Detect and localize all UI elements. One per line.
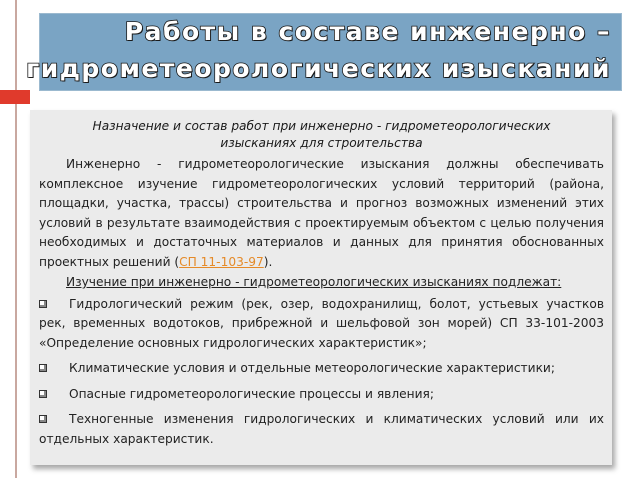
checkbox-bullet-icon: [39, 364, 47, 372]
checkbox-bullet-icon: [39, 415, 47, 423]
study-heading: Изучение при инженерно - гидрометеорологических изысканиях подлежат:: [66, 275, 562, 289]
list-item-hazards: [39, 385, 604, 405]
bullet-text: Опасные гидрометеорологические процессы и явления;: [69, 386, 434, 401]
red-accent-bar: [0, 90, 30, 104]
list-item-hydrological-regime: [39, 295, 604, 354]
bullet-text: Техногенные изменения гидрологических и климатических условий или их отдельных характеристик.: [39, 412, 604, 446]
title-line-2: гидрометеорологических изысканий: [26, 54, 611, 83]
checkbox-bullet-icon: [39, 300, 47, 308]
list-item-technogenic: [39, 410, 604, 449]
bullet-text: Гидрологический режим (рек, озер, водохранилищ, болот, устьевых участков рек, временных водотоков, прибрежной и шельфовой зон морей) СП 33-101-2003 «Определение основных гидрологических характеристик»;: [39, 296, 604, 350]
bullet-text: Климатические условия и отдельные метеорологические характеристики;: [69, 361, 555, 375]
left-vertical-rule: [15, 0, 17, 478]
subtitle: Назначение и состав работ при инженерно - гидрометеорологических изысканиях для строительства: [92, 119, 551, 150]
checkbox-bullet-icon: [39, 390, 47, 398]
intro-paragraph: [39, 155, 604, 272]
sp-11-103-97-link[interactable]: СП 11-103-97: [179, 254, 264, 269]
intro-end: ).: [263, 254, 273, 269]
content-panel: [30, 110, 612, 465]
list-item-climate: [39, 359, 604, 379]
title-line-1: Работы в составе инженерно –: [124, 17, 611, 46]
intro-text: Инженерно - гидрометеорологические изыскания должны обеспечивать комплексное изучение гидрометеорологических условий территорий (района, площадки, участка, трассы) строительства и прогноз возможных изменений этих условий в результате взаимодействия с проектируемым объектом с целью получения необходимых и достаточных материалов и данных для принятия обоснованных проектных решений (: [39, 157, 604, 269]
title-banner: [26, 13, 622, 91]
